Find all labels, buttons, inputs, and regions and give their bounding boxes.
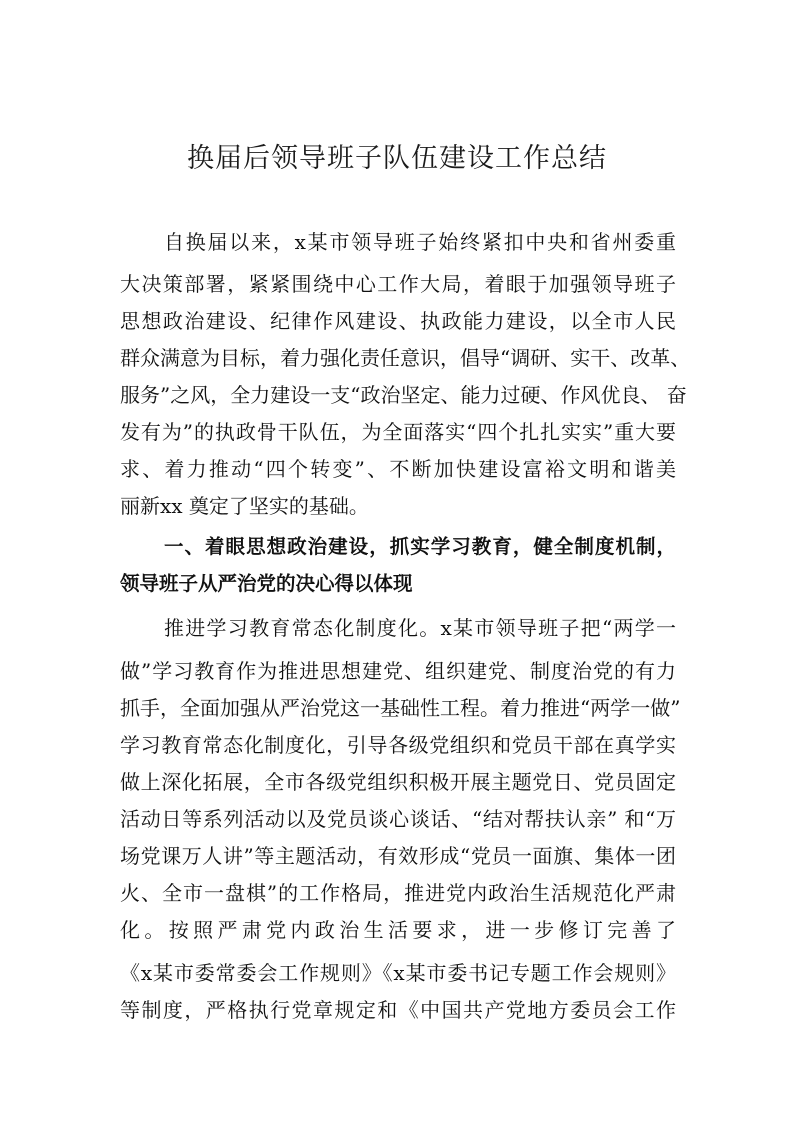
section1-line-6: 活动日等系列活动以及党员谈心谈话、“结对帮扶认亲” 和“万 [120,807,676,831]
intro-line-5: 服务”之风，全力建设一支“政治坚定、能力过硬、作风优良、 奋 [120,383,687,407]
intro-line-7: 求、着力推动“四个转变”、不断加快建设富裕文明和谐美 [120,457,676,481]
section1-line-11: 等制度，严格执行党章规定和《中国共产党地方委员会工作 [120,998,676,1022]
section1-line-3: 抓手，全面加强从严治党这一基础性工程。着力推进“两学一做” [120,696,681,720]
section1-line-2: 做”学习教育作为推进思想建党、组织建党、制度治党的有力 [120,659,676,683]
section1-heading-line-2: 领导班子从严治党的决心得以体现 [120,572,413,595]
section1-line-10: 《x某市委常委会工作规则》《x某市委书记专题工作会规则》 [120,961,676,985]
section1-line-8: 火、全市一盘棋”的工作格局，推进党内政治生活规范化严肃 [120,881,676,905]
intro-line-8: 丽新xx 奠定了坚实的基础。 [120,494,369,518]
intro-line-3: 思想政治建设、纪律作风建设、执政能力建设，以全市人民 [120,309,676,333]
document-title: 换届后领导班子队伍建设工作总结 [187,143,607,174]
section1-line-9: 化。按照严肃党内政治生活要求，进一步修订完善了 [120,918,676,942]
intro-line-1: 自换届以来，x某市领导班子始终紧扣中央和省州委重 [164,230,676,254]
intro-line-2: 大决策部署，紧紧围绕中心工作大局，着眼于加强领导班子 [120,272,676,296]
section1-line-7: 场党课万人讲”等主题活动，有效形成“党员一面旗、集体一团 [120,844,676,868]
section1-line-4: 学习教育常态化制度化，引导各级党组织和党员干部在真学实 [120,733,676,757]
section1-line-5: 做上深化拓展，全市各级党组织积极开展主题党日、党员固定 [120,770,676,794]
intro-line-6: 发有为”的执政骨干队伍，为全面落实“四个扎扎实实”重大要 [120,420,676,444]
intro-line-4: 群众满意为目标，着力强化责任意识，倡导“调研、实干、改革、 [120,346,691,370]
section1-heading-line-1: 一、着眼思想政治建设，抓实学习教育，健全制度机制， [164,535,676,558]
section1-line-1: 推进学习教育常态化制度化。x某市领导班子把“两学一 [164,616,676,640]
